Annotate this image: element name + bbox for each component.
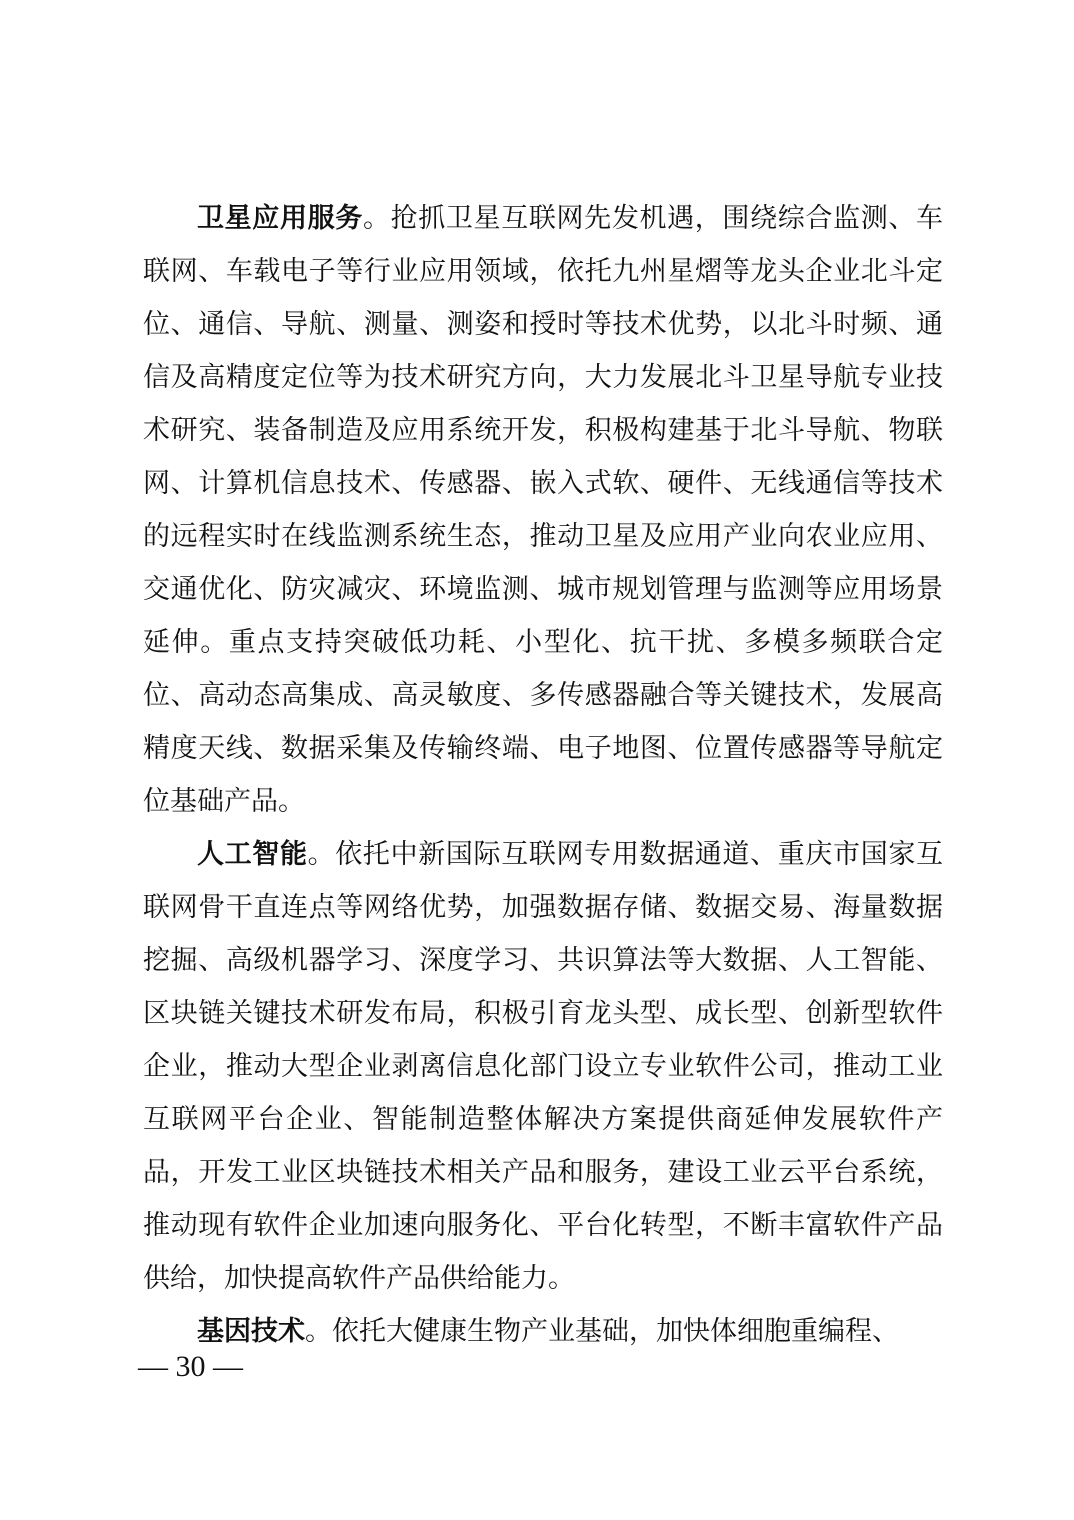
paragraph-satellite-services [143,192,943,828]
paragraph-artificial-intelligence [143,828,943,1305]
paragraph-lead-heading: 卫星应用服务 [197,203,363,234]
paragraph-text: 。依托中新国际互联网专用数据通道、重庆市国家互联网骨干直连点等网络优势，加强数据存储、数据交易、海量数据挖掘、高级机器学习、深度学习、共识算法等大数据、人工智能、区块链关键技术研发布局，积极引育龙头型、成长型、创新型软件企业，推动大型企业剥离信息化部门设立专业软件公司，推动工业互联网平台企业、智能制造整体解决方案提供商延伸发展软件产品，开发工业区块链技术相关产品和服务，建设工业云平台系统，推动现有软件企业加速向服务化、平台化转型，不断丰富软件产品供给，加快提高软件产品供给能力。 [143,839,944,1294]
page-number: — 30 — [138,1350,243,1383]
paragraph-lead-heading: 人工智能 [197,839,308,870]
paragraph-gene-technology [143,1305,943,1358]
paragraph-text: 。依托大健康生物产业基础，加快体细胞重编程、 [305,1316,899,1347]
document-body [143,192,943,1358]
paragraph-text: 。抢抓卫星互联网先发机遇，围绕综合监测、车联网、车载电子等行业应用领域，依托九州星熠等龙头企业北斗定位、通信、导航、测量、测姿和授时等技术优势，以北斗时频、通信及高精度定位等为技术研究方向，大力发展北斗卫星导航专业技术研究、装备制造及应用系统开发，积极构建基于北斗导航、物联网、计算机信息技术、传感器、嵌入式软、硬件、无线通信等技术的远程实时在线监测系统生态，推动卫星及应用产业向农业应用、交通优化、防灾减灾、环境监测、城市规划管理与监测等应用场景延伸。重点支持突破低功耗、小型化、抗干扰、多模多频联合定位、高动态高集成、高灵敏度、多传感器融合等关键技术，发展高精度天线、数据采集及传输终端、电子地图、位置传感器等导航定位基础产品。 [143,203,944,817]
paragraph-lead-heading: 基因技术 [197,1316,305,1347]
